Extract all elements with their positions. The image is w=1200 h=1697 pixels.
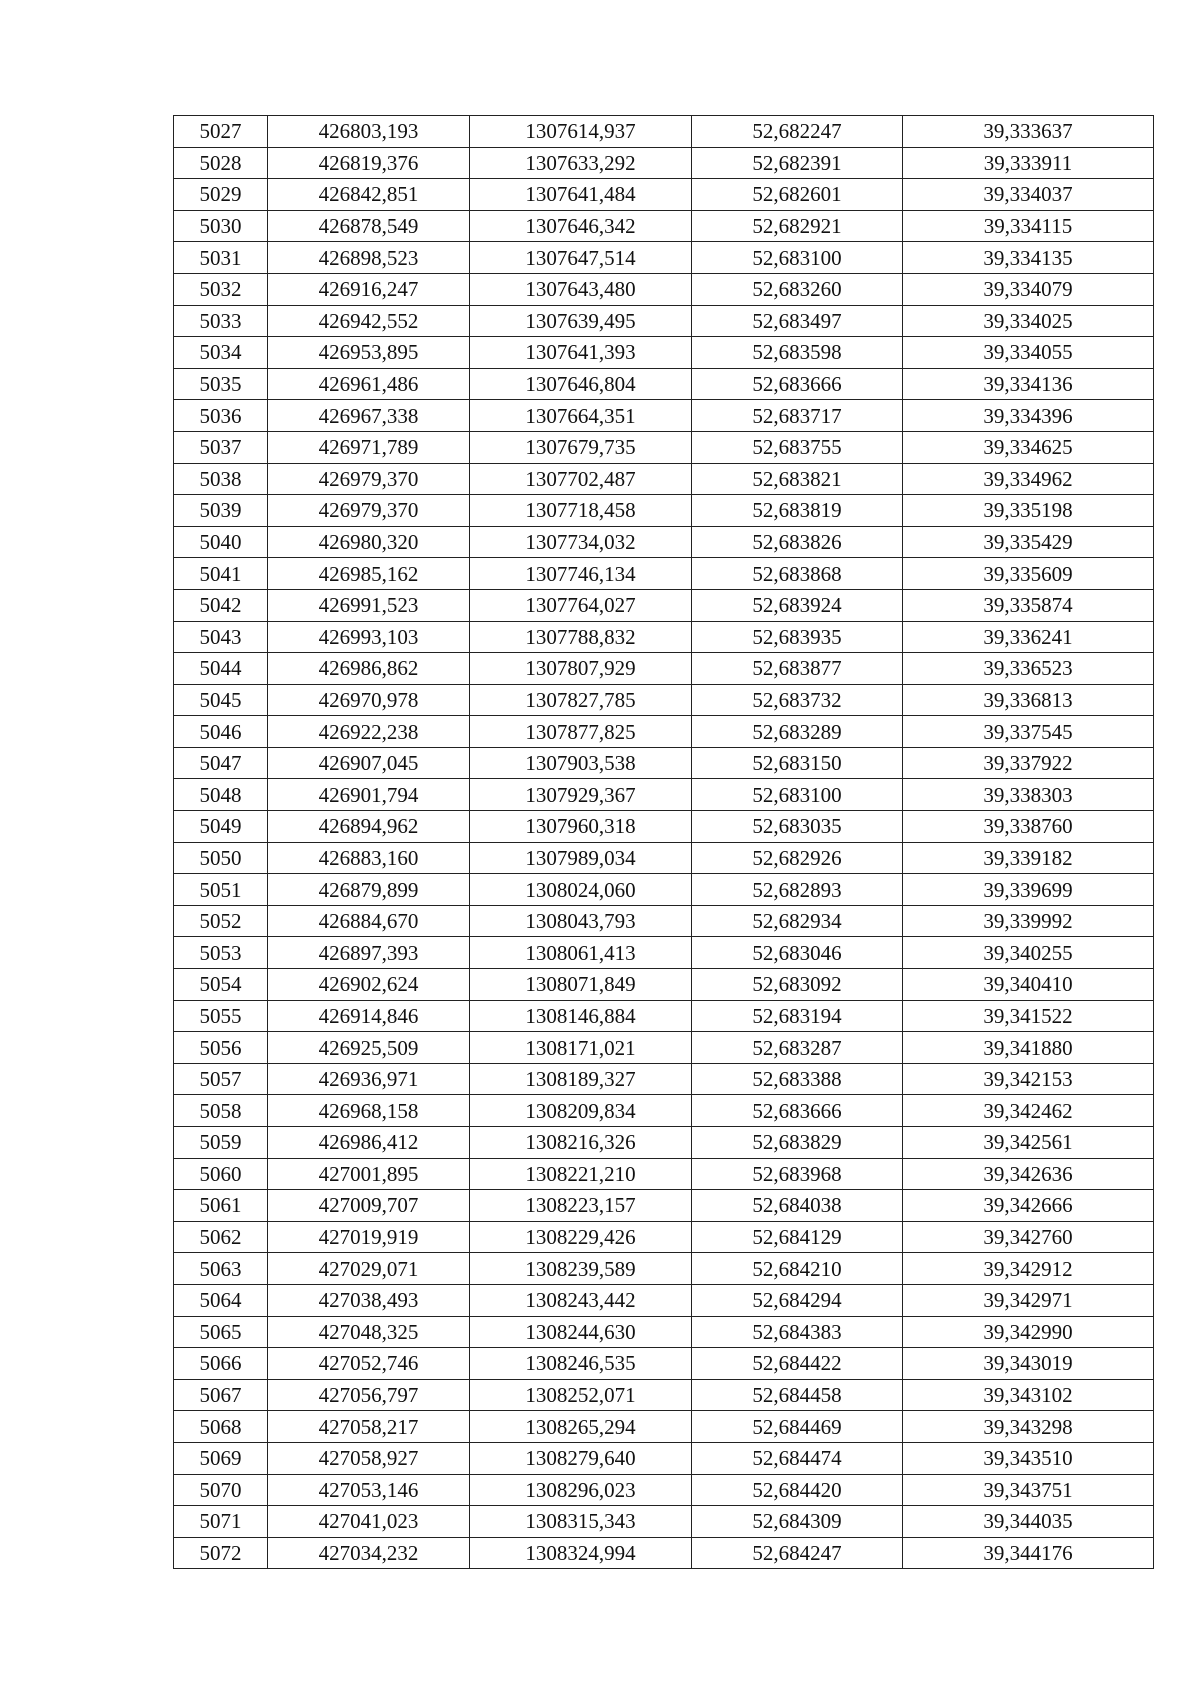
x-coordinate-cell: 427034,232 — [268, 1537, 470, 1569]
point-number-cell: 5070 — [174, 1474, 268, 1506]
latitude-cell: 52,683598 — [692, 337, 903, 369]
x-coordinate-cell: 426879,899 — [268, 874, 470, 906]
latitude-cell: 52,683289 — [692, 716, 903, 748]
x-coordinate-cell: 426979,370 — [268, 495, 470, 527]
longitude-cell: 39,342666 — [903, 1190, 1154, 1222]
table-row — [174, 905, 1154, 937]
longitude-cell: 39,336523 — [903, 653, 1154, 685]
y-coordinate-cell: 1307679,735 — [470, 431, 692, 463]
longitude-cell: 39,344176 — [903, 1537, 1154, 1569]
table-row — [174, 273, 1154, 305]
longitude-cell: 39,333911 — [903, 147, 1154, 179]
y-coordinate-cell: 1307647,514 — [470, 242, 692, 274]
x-coordinate-cell: 426897,393 — [268, 937, 470, 969]
y-coordinate-cell: 1307929,367 — [470, 779, 692, 811]
latitude-cell: 52,684129 — [692, 1221, 903, 1253]
point-number-cell: 5072 — [174, 1537, 268, 1569]
y-coordinate-cell: 1308061,413 — [470, 937, 692, 969]
x-coordinate-cell: 427053,146 — [268, 1474, 470, 1506]
table-row — [174, 1032, 1154, 1064]
point-number-cell: 5057 — [174, 1063, 268, 1095]
longitude-cell: 39,337922 — [903, 747, 1154, 779]
x-coordinate-cell: 427001,895 — [268, 1158, 470, 1190]
coordinates-table-body — [174, 116, 1154, 1569]
longitude-cell: 39,342971 — [903, 1284, 1154, 1316]
y-coordinate-cell: 1307746,134 — [470, 558, 692, 590]
longitude-cell: 39,334079 — [903, 273, 1154, 305]
point-number-cell: 5064 — [174, 1284, 268, 1316]
latitude-cell: 52,683092 — [692, 969, 903, 1001]
y-coordinate-cell: 1307807,929 — [470, 653, 692, 685]
point-number-cell: 5054 — [174, 969, 268, 1001]
latitude-cell: 52,682247 — [692, 116, 903, 148]
x-coordinate-cell: 427058,927 — [268, 1442, 470, 1474]
latitude-cell: 52,683150 — [692, 747, 903, 779]
point-number-cell: 5034 — [174, 337, 268, 369]
point-number-cell: 5027 — [174, 116, 268, 148]
point-number-cell: 5040 — [174, 526, 268, 558]
table-row — [174, 1095, 1154, 1127]
y-coordinate-cell: 1307639,495 — [470, 305, 692, 337]
x-coordinate-cell: 426953,895 — [268, 337, 470, 369]
point-number-cell: 5028 — [174, 147, 268, 179]
x-coordinate-cell: 426898,523 — [268, 242, 470, 274]
y-coordinate-cell: 1307734,032 — [470, 526, 692, 558]
y-coordinate-cell: 1308252,071 — [470, 1379, 692, 1411]
y-coordinate-cell: 1308315,343 — [470, 1506, 692, 1538]
longitude-cell: 39,339992 — [903, 905, 1154, 937]
table-row — [174, 1474, 1154, 1506]
latitude-cell: 52,683755 — [692, 431, 903, 463]
table-row — [174, 1253, 1154, 1285]
x-coordinate-cell: 427041,023 — [268, 1506, 470, 1538]
longitude-cell: 39,342912 — [903, 1253, 1154, 1285]
y-coordinate-cell: 1307614,937 — [470, 116, 692, 148]
x-coordinate-cell: 426819,376 — [268, 147, 470, 179]
latitude-cell: 52,684420 — [692, 1474, 903, 1506]
table-row — [174, 842, 1154, 874]
latitude-cell: 52,683100 — [692, 242, 903, 274]
y-coordinate-cell: 1307989,034 — [470, 842, 692, 874]
table-row — [174, 558, 1154, 590]
y-coordinate-cell: 1307877,825 — [470, 716, 692, 748]
latitude-cell: 52,684422 — [692, 1348, 903, 1380]
point-number-cell: 5045 — [174, 684, 268, 716]
latitude-cell: 52,683497 — [692, 305, 903, 337]
latitude-cell: 52,683821 — [692, 463, 903, 495]
x-coordinate-cell: 426971,789 — [268, 431, 470, 463]
x-coordinate-cell: 427052,746 — [268, 1348, 470, 1380]
point-number-cell: 5049 — [174, 811, 268, 843]
longitude-cell: 39,338760 — [903, 811, 1154, 843]
x-coordinate-cell: 426991,523 — [268, 589, 470, 621]
longitude-cell: 39,342636 — [903, 1158, 1154, 1190]
point-number-cell: 5062 — [174, 1221, 268, 1253]
point-number-cell: 5029 — [174, 179, 268, 211]
y-coordinate-cell: 1308324,994 — [470, 1537, 692, 1569]
table-row — [174, 116, 1154, 148]
x-coordinate-cell: 426968,158 — [268, 1095, 470, 1127]
latitude-cell: 52,683935 — [692, 621, 903, 653]
x-coordinate-cell: 426894,962 — [268, 811, 470, 843]
longitude-cell: 39,334962 — [903, 463, 1154, 495]
longitude-cell: 39,335609 — [903, 558, 1154, 590]
y-coordinate-cell: 1308071,849 — [470, 969, 692, 1001]
y-coordinate-cell: 1308043,793 — [470, 905, 692, 937]
latitude-cell: 52,683826 — [692, 526, 903, 558]
latitude-cell: 52,683194 — [692, 1000, 903, 1032]
latitude-cell: 52,684038 — [692, 1190, 903, 1222]
y-coordinate-cell: 1307788,832 — [470, 621, 692, 653]
coordinates-table — [173, 115, 1154, 1569]
table-row — [174, 431, 1154, 463]
longitude-cell: 39,341522 — [903, 1000, 1154, 1032]
x-coordinate-cell: 427029,071 — [268, 1253, 470, 1285]
longitude-cell: 39,334396 — [903, 400, 1154, 432]
point-number-cell: 5031 — [174, 242, 268, 274]
table-row — [174, 1221, 1154, 1253]
latitude-cell: 52,683732 — [692, 684, 903, 716]
point-number-cell: 5051 — [174, 874, 268, 906]
y-coordinate-cell: 1308265,294 — [470, 1411, 692, 1443]
table-row — [174, 1411, 1154, 1443]
longitude-cell: 39,333637 — [903, 116, 1154, 148]
latitude-cell: 52,684210 — [692, 1253, 903, 1285]
point-number-cell: 5056 — [174, 1032, 268, 1064]
latitude-cell: 52,682921 — [692, 210, 903, 242]
point-number-cell: 5044 — [174, 653, 268, 685]
longitude-cell: 39,343751 — [903, 1474, 1154, 1506]
latitude-cell: 52,682893 — [692, 874, 903, 906]
latitude-cell: 52,683968 — [692, 1158, 903, 1190]
point-number-cell: 5069 — [174, 1442, 268, 1474]
point-number-cell: 5047 — [174, 747, 268, 779]
table-row — [174, 1537, 1154, 1569]
latitude-cell: 52,683924 — [692, 589, 903, 621]
y-coordinate-cell: 1307764,027 — [470, 589, 692, 621]
table-row — [174, 874, 1154, 906]
point-number-cell: 5068 — [174, 1411, 268, 1443]
table-row — [174, 811, 1154, 843]
latitude-cell: 52,682601 — [692, 179, 903, 211]
latitude-cell: 52,684469 — [692, 1411, 903, 1443]
latitude-cell: 52,683666 — [692, 1095, 903, 1127]
longitude-cell: 39,334136 — [903, 368, 1154, 400]
point-number-cell: 5046 — [174, 716, 268, 748]
longitude-cell: 39,342760 — [903, 1221, 1154, 1253]
point-number-cell: 5041 — [174, 558, 268, 590]
x-coordinate-cell: 426916,247 — [268, 273, 470, 305]
table-row — [174, 1127, 1154, 1159]
x-coordinate-cell: 426961,486 — [268, 368, 470, 400]
table-row — [174, 1348, 1154, 1380]
longitude-cell: 39,336813 — [903, 684, 1154, 716]
x-coordinate-cell: 426986,862 — [268, 653, 470, 685]
longitude-cell: 39,342153 — [903, 1063, 1154, 1095]
longitude-cell: 39,342990 — [903, 1316, 1154, 1348]
longitude-cell: 39,340255 — [903, 937, 1154, 969]
point-number-cell: 5063 — [174, 1253, 268, 1285]
point-number-cell: 5038 — [174, 463, 268, 495]
y-coordinate-cell: 1307646,342 — [470, 210, 692, 242]
table-row — [174, 1284, 1154, 1316]
table-row — [174, 526, 1154, 558]
table-row — [174, 368, 1154, 400]
x-coordinate-cell: 426914,846 — [268, 1000, 470, 1032]
longitude-cell: 39,334115 — [903, 210, 1154, 242]
x-coordinate-cell: 426993,103 — [268, 621, 470, 653]
table-row — [174, 1190, 1154, 1222]
point-number-cell: 5055 — [174, 1000, 268, 1032]
latitude-cell: 52,683666 — [692, 368, 903, 400]
table-row — [174, 1063, 1154, 1095]
table-row — [174, 1158, 1154, 1190]
latitude-cell: 52,683829 — [692, 1127, 903, 1159]
point-number-cell: 5059 — [174, 1127, 268, 1159]
y-coordinate-cell: 1308189,327 — [470, 1063, 692, 1095]
y-coordinate-cell: 1308246,535 — [470, 1348, 692, 1380]
table-row — [174, 937, 1154, 969]
x-coordinate-cell: 426980,320 — [268, 526, 470, 558]
longitude-cell: 39,344035 — [903, 1506, 1154, 1538]
y-coordinate-cell: 1307960,318 — [470, 811, 692, 843]
x-coordinate-cell: 426979,370 — [268, 463, 470, 495]
table-row — [174, 210, 1154, 242]
longitude-cell: 39,343019 — [903, 1348, 1154, 1380]
table-row — [174, 463, 1154, 495]
x-coordinate-cell: 426884,670 — [268, 905, 470, 937]
longitude-cell: 39,339182 — [903, 842, 1154, 874]
point-number-cell: 5030 — [174, 210, 268, 242]
x-coordinate-cell: 426986,412 — [268, 1127, 470, 1159]
y-coordinate-cell: 1307903,538 — [470, 747, 692, 779]
latitude-cell: 52,683819 — [692, 495, 903, 527]
y-coordinate-cell: 1308171,021 — [470, 1032, 692, 1064]
longitude-cell: 39,338303 — [903, 779, 1154, 811]
table-row — [174, 969, 1154, 1001]
longitude-cell: 39,342561 — [903, 1127, 1154, 1159]
table-row — [174, 305, 1154, 337]
latitude-cell: 52,683260 — [692, 273, 903, 305]
y-coordinate-cell: 1307646,804 — [470, 368, 692, 400]
table-row — [174, 1000, 1154, 1032]
x-coordinate-cell: 426925,509 — [268, 1032, 470, 1064]
latitude-cell: 52,683046 — [692, 937, 903, 969]
latitude-cell: 52,682391 — [692, 147, 903, 179]
latitude-cell: 52,684458 — [692, 1379, 903, 1411]
table-row — [174, 337, 1154, 369]
table-row — [174, 1379, 1154, 1411]
table-row — [174, 716, 1154, 748]
x-coordinate-cell: 427038,493 — [268, 1284, 470, 1316]
y-coordinate-cell: 1308243,442 — [470, 1284, 692, 1316]
x-coordinate-cell: 426803,193 — [268, 116, 470, 148]
x-coordinate-cell: 427056,797 — [268, 1379, 470, 1411]
table-row — [174, 779, 1154, 811]
latitude-cell: 52,683388 — [692, 1063, 903, 1095]
y-coordinate-cell: 1308296,023 — [470, 1474, 692, 1506]
y-coordinate-cell: 1308146,884 — [470, 1000, 692, 1032]
point-number-cell: 5032 — [174, 273, 268, 305]
x-coordinate-cell: 426902,624 — [268, 969, 470, 1001]
table-row — [174, 179, 1154, 211]
y-coordinate-cell: 1308209,834 — [470, 1095, 692, 1127]
point-number-cell: 5071 — [174, 1506, 268, 1538]
latitude-cell: 52,684309 — [692, 1506, 903, 1538]
table-row — [174, 747, 1154, 779]
longitude-cell: 39,336241 — [903, 621, 1154, 653]
latitude-cell: 52,684474 — [692, 1442, 903, 1474]
longitude-cell: 39,340410 — [903, 969, 1154, 1001]
point-number-cell: 5042 — [174, 589, 268, 621]
point-number-cell: 5036 — [174, 400, 268, 432]
y-coordinate-cell: 1308239,589 — [470, 1253, 692, 1285]
y-coordinate-cell: 1307702,487 — [470, 463, 692, 495]
longitude-cell: 39,334625 — [903, 431, 1154, 463]
y-coordinate-cell: 1308223,157 — [470, 1190, 692, 1222]
table-row — [174, 147, 1154, 179]
point-number-cell: 5058 — [174, 1095, 268, 1127]
table-row — [174, 621, 1154, 653]
x-coordinate-cell: 426985,162 — [268, 558, 470, 590]
longitude-cell: 39,341880 — [903, 1032, 1154, 1064]
latitude-cell: 52,683868 — [692, 558, 903, 590]
x-coordinate-cell: 427058,217 — [268, 1411, 470, 1443]
longitude-cell: 39,343298 — [903, 1411, 1154, 1443]
latitude-cell: 52,684383 — [692, 1316, 903, 1348]
longitude-cell: 39,334135 — [903, 242, 1154, 274]
y-coordinate-cell: 1307641,484 — [470, 179, 692, 211]
point-number-cell: 5067 — [174, 1379, 268, 1411]
table-row — [174, 495, 1154, 527]
x-coordinate-cell: 427019,919 — [268, 1221, 470, 1253]
y-coordinate-cell: 1307718,458 — [470, 495, 692, 527]
longitude-cell: 39,334055 — [903, 337, 1154, 369]
point-number-cell: 5065 — [174, 1316, 268, 1348]
y-coordinate-cell: 1308216,326 — [470, 1127, 692, 1159]
latitude-cell: 52,684247 — [692, 1537, 903, 1569]
y-coordinate-cell: 1308024,060 — [470, 874, 692, 906]
x-coordinate-cell: 426970,978 — [268, 684, 470, 716]
table-row — [174, 400, 1154, 432]
longitude-cell: 39,335874 — [903, 589, 1154, 621]
x-coordinate-cell: 426883,160 — [268, 842, 470, 874]
point-number-cell: 5035 — [174, 368, 268, 400]
point-number-cell: 5043 — [174, 621, 268, 653]
x-coordinate-cell: 426878,549 — [268, 210, 470, 242]
latitude-cell: 52,684294 — [692, 1284, 903, 1316]
point-number-cell: 5053 — [174, 937, 268, 969]
table-row — [174, 684, 1154, 716]
y-coordinate-cell: 1307827,785 — [470, 684, 692, 716]
y-coordinate-cell: 1307643,480 — [470, 273, 692, 305]
x-coordinate-cell: 427009,707 — [268, 1190, 470, 1222]
longitude-cell: 39,335429 — [903, 526, 1154, 558]
y-coordinate-cell: 1307633,292 — [470, 147, 692, 179]
point-number-cell: 5048 — [174, 779, 268, 811]
longitude-cell: 39,339699 — [903, 874, 1154, 906]
latitude-cell: 52,683877 — [692, 653, 903, 685]
latitude-cell: 52,683100 — [692, 779, 903, 811]
table-row — [174, 1316, 1154, 1348]
latitude-cell: 52,683035 — [692, 811, 903, 843]
x-coordinate-cell: 426936,971 — [268, 1063, 470, 1095]
latitude-cell: 52,682926 — [692, 842, 903, 874]
point-number-cell: 5050 — [174, 842, 268, 874]
point-number-cell: 5039 — [174, 495, 268, 527]
y-coordinate-cell: 1308244,630 — [470, 1316, 692, 1348]
latitude-cell: 52,683287 — [692, 1032, 903, 1064]
x-coordinate-cell: 426842,851 — [268, 179, 470, 211]
longitude-cell: 39,334037 — [903, 179, 1154, 211]
table-row — [174, 1506, 1154, 1538]
point-number-cell: 5037 — [174, 431, 268, 463]
longitude-cell: 39,334025 — [903, 305, 1154, 337]
table-row — [174, 1442, 1154, 1474]
y-coordinate-cell: 1308279,640 — [470, 1442, 692, 1474]
point-number-cell: 5066 — [174, 1348, 268, 1380]
y-coordinate-cell: 1307664,351 — [470, 400, 692, 432]
longitude-cell: 39,343102 — [903, 1379, 1154, 1411]
y-coordinate-cell: 1307641,393 — [470, 337, 692, 369]
longitude-cell: 39,343510 — [903, 1442, 1154, 1474]
point-number-cell: 5052 — [174, 905, 268, 937]
longitude-cell: 39,337545 — [903, 716, 1154, 748]
table-row — [174, 653, 1154, 685]
x-coordinate-cell: 427048,325 — [268, 1316, 470, 1348]
x-coordinate-cell: 426967,338 — [268, 400, 470, 432]
latitude-cell: 52,683717 — [692, 400, 903, 432]
longitude-cell: 39,342462 — [903, 1095, 1154, 1127]
table-row — [174, 589, 1154, 621]
x-coordinate-cell: 426901,794 — [268, 779, 470, 811]
x-coordinate-cell: 426922,238 — [268, 716, 470, 748]
y-coordinate-cell: 1308221,210 — [470, 1158, 692, 1190]
longitude-cell: 39,335198 — [903, 495, 1154, 527]
point-number-cell: 5061 — [174, 1190, 268, 1222]
table-row — [174, 242, 1154, 274]
y-coordinate-cell: 1308229,426 — [470, 1221, 692, 1253]
x-coordinate-cell: 426907,045 — [268, 747, 470, 779]
point-number-cell: 5060 — [174, 1158, 268, 1190]
x-coordinate-cell: 426942,552 — [268, 305, 470, 337]
latitude-cell: 52,682934 — [692, 905, 903, 937]
point-number-cell: 5033 — [174, 305, 268, 337]
